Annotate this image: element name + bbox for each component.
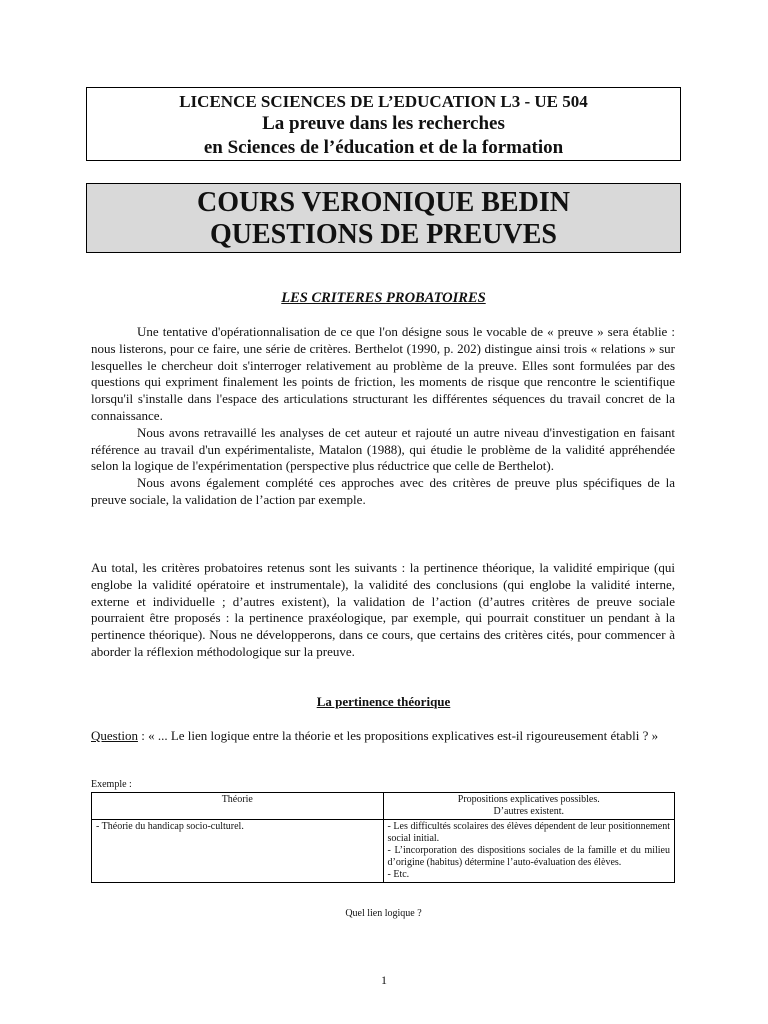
paragraph-1: Une tentative d'opérationnalisation de ce que l'on désigne sous le vocable de « preuve » sera établie : nous listerons, pour ce faire, une série de critères. Berthelot (1990, p. 202) distingue ainsi trois « relations » sur lesquelles le chercheur doit s'interroger relativement au problème de la preuve. Elles sont formulées par des questions qui expriment finalement les points de friction, les moments de risque que rencontre le scientifique lorsqu'il s'installe dans l'espace des articulations structurant les différentes séquences du travail concret de la connaissance. <box>91 324 675 423</box>
course-title: COURS VERONIQUE BEDIN <box>197 187 570 218</box>
proposition-item: - Les difficultés scolaires des élèves dépendent de leur positionnement social initial. <box>387 821 670 844</box>
paragraph-2: Nous avons retravaillé les analyses de cet auteur et rajouté un autre niveau d'investigation en faisant référence au travail d'un expérimentaliste, Matalon (1988), qui étudie le problème de la validité appréhendée selon la logique de l'expérimentation (perspective plus réductrice que celle de Berthelot). <box>91 424 675 474</box>
section-title: LES CRITERES PROBATOIRES <box>281 290 486 306</box>
proposition-item: - Etc. <box>387 869 410 880</box>
question-paragraph <box>91 728 675 745</box>
header-propositions-line1: Propositions explicatives possibles. <box>457 794 600 805</box>
page-number: 1 <box>381 973 387 987</box>
course-code-line: LICENCE SCIENCES DE L’EDUCATION L3 - UE 504 <box>179 92 588 111</box>
intro-text-block <box>91 324 675 509</box>
course-subject-line-2: en Sciences de l’éducation et de la formation <box>203 137 564 158</box>
table-header-row <box>92 793 675 820</box>
sub-section-title: La pertinence théorique <box>316 694 451 709</box>
table-row <box>92 820 675 883</box>
course-header-box <box>86 87 681 161</box>
question-label: Question <box>91 728 138 743</box>
cell-theory-value: - Théorie du handicap socio-culturel. <box>92 820 384 883</box>
header-cell-theory: Théorie <box>92 793 384 820</box>
example-label: Exemple : <box>91 779 132 790</box>
paragraph-4: Au total, les critères probatoires retenus sont les suivants : la pertinence théorique, la validité empirique (qui englobe la validité opératoire et instrumentale), la validité des conclusions (qui englobe la validité interne, externe et individuelle ; d’autres existent), la validation de l’action (d’autres critères de preuve sociale pourraient être proposés : la pertinence praxéologique, par exemple, qui pourrait constituer un pendant à la pertinence théorique). Nous ne développerons, dans ce cours, que certains des critères cités, pour commencer à aborder la réflexion méthodologique sur la preuve. <box>91 560 675 659</box>
logical-link-question: Quel lien logique ? <box>345 908 422 919</box>
course-subtitle: QUESTIONS DE PREUVES <box>210 219 557 250</box>
header-propositions-line2: D’autres existent. <box>493 806 565 817</box>
cell-propositions <box>383 820 675 883</box>
course-subject-line: La preuve dans les recherches <box>262 113 505 134</box>
summary-text-block <box>91 560 675 661</box>
paragraph-3: Nous avons également complété ces approches avec des critères de preuve plus spécifiques de la preuve sociale, la validation de l’action par exemple. <box>91 475 675 507</box>
header-cell-propositions <box>383 793 675 820</box>
title-box <box>86 183 681 253</box>
proposition-item: - L’incorporation des dispositions sociales de la famille et du milieu d’origine (habitus) détermine l’auto-évaluation des élèves. <box>387 845 670 868</box>
example-table <box>91 792 675 883</box>
question-text: : « ... Le lien logique entre la théorie et les propositions explicatives est-il rigoureusement établi ? » <box>137 728 659 743</box>
question-block <box>91 728 675 745</box>
